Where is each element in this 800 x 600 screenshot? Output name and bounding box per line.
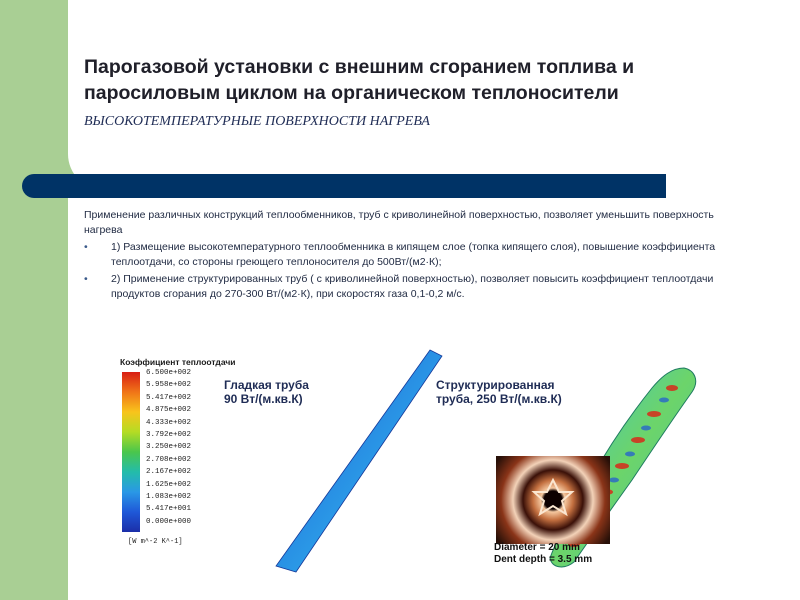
slide-body <box>84 208 749 304</box>
legend-title: Коэффициент теплоотдачи <box>120 357 236 367</box>
legend-tick: 5.417e+002 <box>146 393 192 402</box>
smooth-tube-label-line1: Гладкая труба <box>224 378 309 392</box>
bullet-item-2 <box>84 272 749 302</box>
legend-tick: 4.875e+002 <box>146 406 192 415</box>
legend-tick: 1.625e+002 <box>146 480 192 489</box>
legend-tick: 3.250e+002 <box>146 443 192 452</box>
heat-transfer-figure <box>112 340 732 575</box>
legend-units: [W m^-2 K^-1] <box>128 538 183 546</box>
title-divider-bar <box>22 174 666 198</box>
intro-paragraph: Применение различных конструкций теплообменников, труб с криволинейной поверхностью, позволяет уменьшить поверхность нагрева <box>84 209 714 236</box>
slide-title-main: Парогазовой установки с внешним сгоранием топлива и паросиловым циклом на органическом теплоносители <box>84 56 635 104</box>
structured-tube-label-line2: труба, 250 Вт/(м.кв.К) <box>436 392 562 406</box>
legend-tick: 0.000e+000 <box>146 517 192 526</box>
bullet-text-1: 1) Размещение высокотемпературного теплообменника в кипящем слое (топка кипящего слоя), повышение коэффициента теплоотдачи, со стороны греющего теплоносителя до 500Вт/(м2·К); <box>111 241 716 268</box>
bullet-item-1 <box>84 240 749 270</box>
legend-tick: 6.500e+002 <box>146 369 192 377</box>
tube-cross-section-photo <box>496 456 610 544</box>
legend-tick: 2.167e+002 <box>146 468 192 477</box>
smooth-tube-label <box>224 378 309 406</box>
legend-tick: 3.792e+002 <box>146 430 192 439</box>
slide-title-subtitle: ВЫСОКОТЕМПЕРАТУРНЫЕ ПОВЕРХНОСТИ НАГРЕВА <box>84 114 430 129</box>
star-profile-icon <box>496 456 610 544</box>
smooth-tube-label-line2: 90 Вт/(м.кв.К) <box>224 392 303 406</box>
left-green-band <box>0 0 68 600</box>
diameter-label: Diameter <box>494 542 537 553</box>
bullet-text-2: 2) Применение структурированных труб ( с криволинейной поверхностью), позволяет повысить коэффициент теплоотдачи продуктов сгорания до 270-300 Вт/(м2·К), при скоростях газа 0,1-0,2 м/с. <box>111 273 714 300</box>
legend-tick: 1.083e+002 <box>146 492 192 501</box>
slide-title <box>84 54 774 135</box>
smooth-tube-image <box>112 340 732 575</box>
structured-tube-label <box>436 378 562 406</box>
tube-dimensions <box>494 542 592 565</box>
legend-tick: 2.708e+002 <box>146 455 192 464</box>
dent-depth-label: Dent depth <box>494 553 547 565</box>
legend-tick: 4.333e+002 <box>146 418 192 427</box>
dent-depth-value: = 3.5 mm <box>549 553 593 565</box>
diameter-value: = 20 mm <box>539 542 580 553</box>
legend-tick: 5.958e+002 <box>146 381 192 390</box>
legend-tick: 5.417e+001 <box>146 505 192 514</box>
bullet-icon: • <box>84 273 88 285</box>
structured-tube-label-line1: Структурированная <box>436 378 555 392</box>
bullet-icon: • <box>84 241 88 253</box>
